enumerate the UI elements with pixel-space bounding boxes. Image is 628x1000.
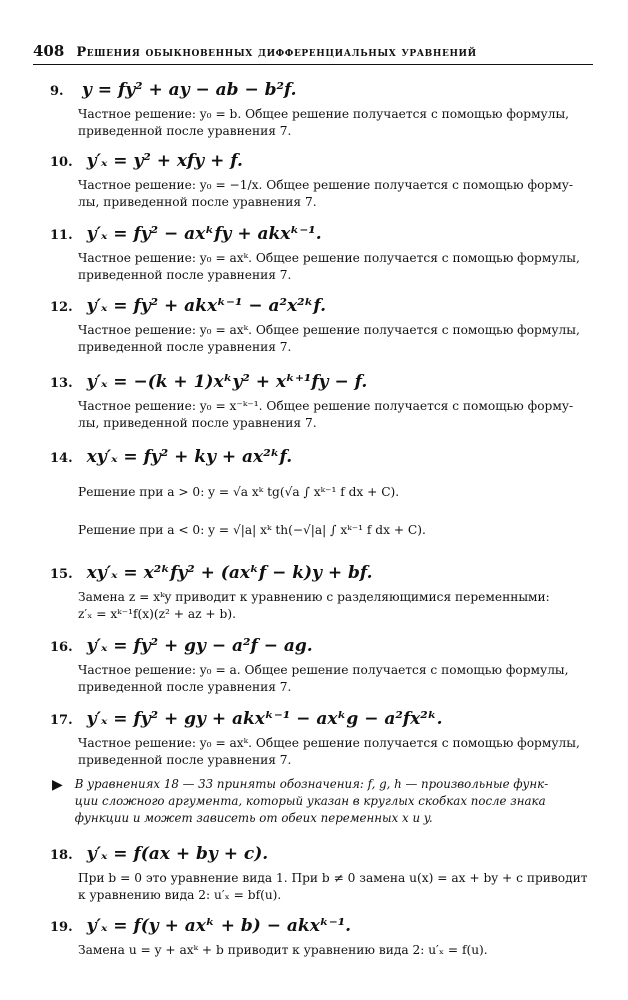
- equation-formula: y′ₓ = fy² + akxᵏ⁻¹ − a²x²ᵏf.: [86, 296, 327, 316]
- note-line: В уравнениях 18 — 33 приняты обозначения: f, g, h — произвольные функ-: [74, 777, 549, 791]
- equation-number: 18.: [50, 848, 73, 863]
- equation-number: 11.: [50, 228, 73, 243]
- triangle-marker-icon: ▶: [52, 777, 63, 793]
- equation-17: [50, 709, 590, 769]
- equation-text-line: Частное решение: y₀ = axᵏ. Общее решение получается с помощью формулы,: [78, 736, 580, 750]
- equation-16: [50, 636, 590, 696]
- equation-formula: y′ₓ = −(k + 1)xᵏy² + xᵏ⁺¹fy − f.: [86, 372, 368, 392]
- note-block: [52, 776, 592, 827]
- equation-text-line: При b = 0 это уравнение вида 1. При b ≠ 0 замена u(x) = ax + by + c приводит: [78, 871, 588, 885]
- equation-text-line: Частное решение: y₀ = b. Общее решение получается с помощью формулы,: [78, 107, 570, 121]
- equation-text-line: приведенной после уравнения 7.: [78, 340, 292, 354]
- equation-number: 12.: [50, 300, 73, 315]
- equation-15: [50, 563, 590, 623]
- equation-text-line: Частное решение: y₀ = a. Общее решение получается с помощью формулы,: [78, 663, 569, 677]
- equation-text-line: приведенной после уравнения 7.: [78, 268, 292, 282]
- equation-number: 10.: [50, 155, 73, 170]
- equation-formula: y′ₓ = fy² + gy − a²f − ag.: [86, 636, 313, 656]
- equation-text-line: лы, приведенной после уравнения 7.: [78, 416, 317, 430]
- equation-number: 14.: [50, 451, 73, 466]
- equation-text-line: приведенной после уравнения 7.: [78, 124, 292, 138]
- equation-number: 15.: [50, 567, 73, 582]
- equation-text-line: Частное решение: y₀ = x⁻ᵏ⁻¹. Общее решение получается с помощью форму-: [78, 399, 574, 413]
- equation-text-line: Частное решение: y₀ = axᵏ. Общее решение получается с помощью формулы,: [78, 323, 580, 337]
- equation-text-line: Замена u = y + axᵏ + b приводит к уравнению вида 2: u′ₓ = f(u).: [78, 943, 488, 957]
- equation-formula: y′ₓ = f(y + axᵏ + b) − akxᵏ⁻¹.: [86, 916, 352, 936]
- equation-formula: y′ₓ = y² + xfy + f.: [86, 151, 243, 171]
- equation-number: 13.: [50, 376, 73, 391]
- equation-11: [50, 224, 590, 284]
- equation-formula: xy′ₓ = x²ᵏfy² + (axᵏf − k)y + bf.: [86, 563, 373, 583]
- equation-text-line: Решение при a < 0: y = √|a| xᵏ th(−√|a| ∫ xᵏ⁻¹ f dx + C).: [78, 523, 426, 537]
- equation-18: [50, 844, 590, 904]
- equation-formula: y′ₓ = f(ax + by + c).: [86, 844, 269, 864]
- note-line: функции и может зависеть от обеих переменных x и y.: [74, 811, 433, 825]
- equation-19: [50, 916, 590, 959]
- equation-text-line: z′ₓ = xᵏ⁻¹f(x)(z² + az + b).: [78, 607, 236, 621]
- equation-formula: y′ₓ = fy² − axᵏfy + akxᵏ⁻¹.: [86, 224, 322, 244]
- equation-text-line: приведенной после уравнения 7.: [78, 680, 292, 694]
- equation-number: 9.: [50, 84, 64, 99]
- page-header: [33, 36, 593, 65]
- equation-14: [50, 447, 590, 549]
- equation-formula: xy′ₓ = fy² + ky + ax²ᵏf.: [86, 447, 293, 467]
- equation-formula: y = fy² + ay − ab − b²f.: [82, 80, 297, 100]
- note-line: ции сложного аргумента, который указан в круглых скобках после знака: [74, 794, 546, 808]
- equation-12: [50, 296, 590, 356]
- equation-text-line: Частное решение: y₀ = axᵏ. Общее решение получается с помощью формулы,: [78, 251, 580, 265]
- equation-text-line: к уравнению вида 2: u′ₓ = bf(u).: [78, 888, 282, 902]
- equation-13: [50, 372, 590, 432]
- equation-10: [50, 151, 590, 211]
- equation-number: 19.: [50, 920, 73, 935]
- equation-text-line: Решение при a > 0: y = √a xᵏ tg(√a ∫ xᵏ⁻¹ f dx + C).: [78, 485, 400, 499]
- equation-number: 17.: [50, 713, 73, 728]
- equation-text-line: Частное решение: y₀ = −1/x. Общее решение получается с помощью форму-: [78, 178, 573, 192]
- page-title: Решения обыкновенных дифференциальных уравнений: [76, 45, 477, 60]
- equation-text-line: приведенной после уравнения 7.: [78, 753, 292, 767]
- equation-text-line: Замена z = xᵏy приводит к уравнению с разделяющимися переменными:: [78, 590, 550, 604]
- equation-text-line: лы, приведенной после уравнения 7.: [78, 195, 317, 209]
- equation-number: 16.: [50, 640, 73, 655]
- page-number: 408: [33, 42, 65, 60]
- equation-9: [50, 80, 590, 140]
- equation-formula: y′ₓ = fy² + gy + akxᵏ⁻¹ − axᵏg − a²fx²ᵏ.: [86, 709, 443, 729]
